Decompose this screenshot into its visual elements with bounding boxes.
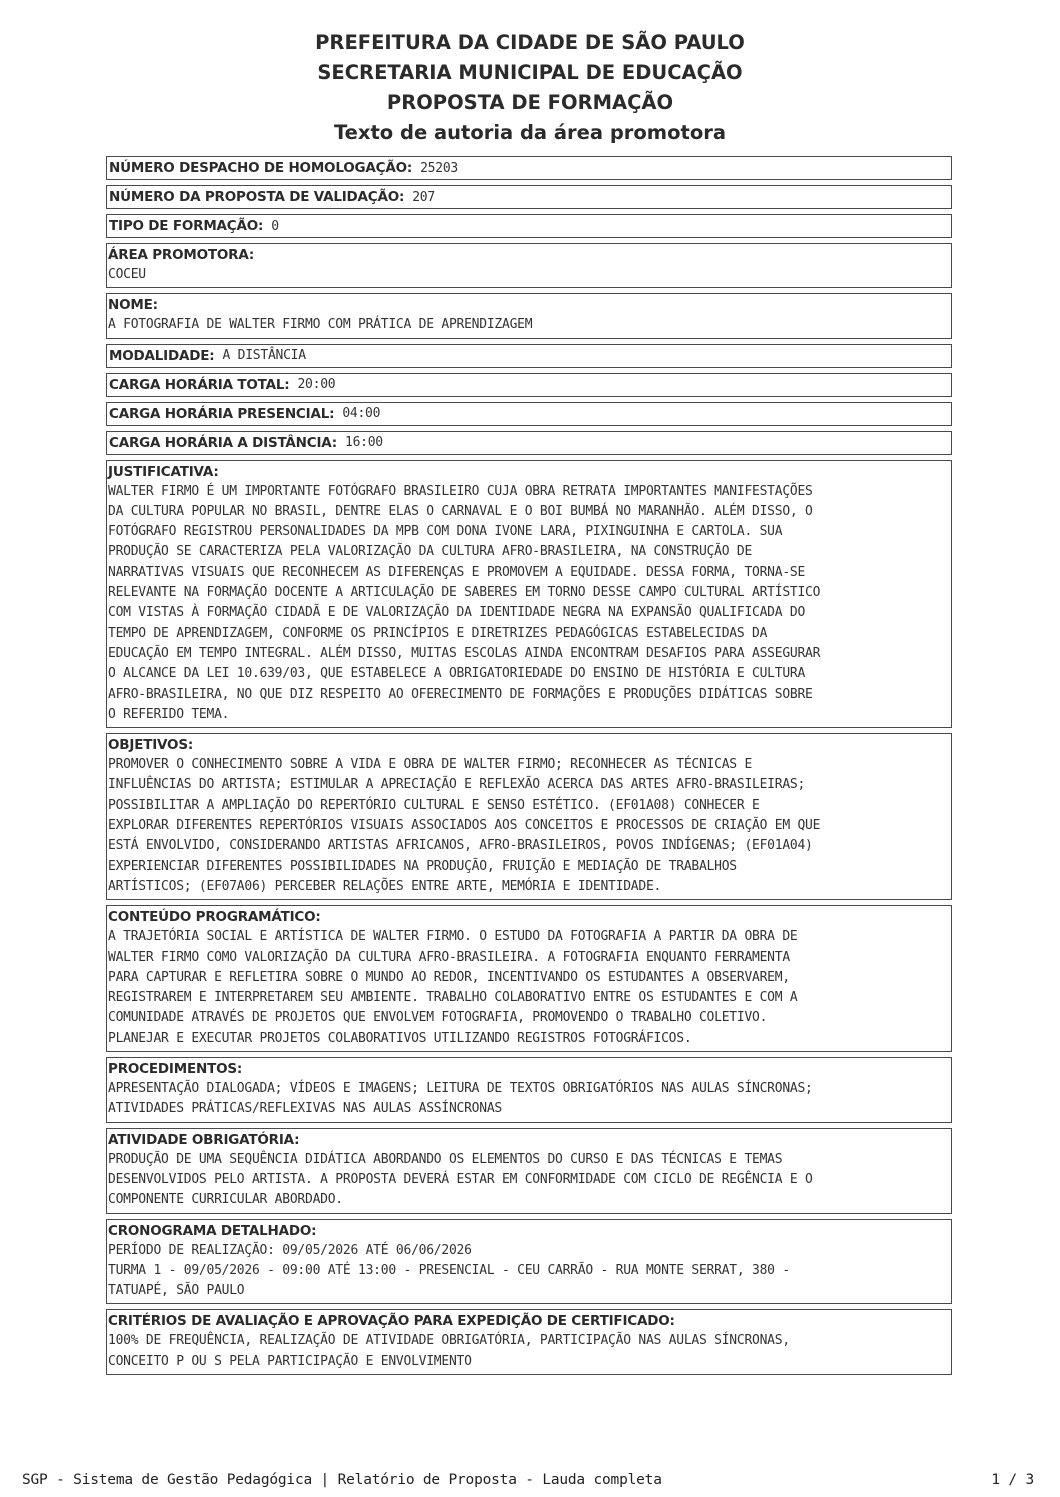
field-label: CARGA HORÁRIA TOTAL: <box>109 376 290 393</box>
field-label: NOME: <box>108 297 158 314</box>
field-value: COCEU <box>108 267 146 282</box>
field-value: PERÍODO DE REALIZAÇÃO: 09/05/2026 ATÉ 06/06/2026 TURMA 1 - 09/05/2026 - 09:00 ATÉ 13:00 - PRESENCIAL - CEU CARRÃO - RUA MONTE SERRAT, 380 - TATUAPÉ, SÃO PAULO <box>108 1242 790 1299</box>
field-carga-distancia <box>106 431 952 455</box>
field-value: 20:00 <box>297 377 336 393</box>
page-number: 1 / 3 <box>991 1472 1034 1488</box>
header-secretaria: SECRETARIA MUNICIPAL DE EDUCAÇÃO <box>317 61 743 84</box>
field-value: A DISTÂNCIA <box>222 348 306 364</box>
field-conteudo-programatico <box>106 905 952 1052</box>
field-value: 16:00 <box>345 435 383 451</box>
field-label: ATIVIDADE OBRIGATÓRIA: <box>108 1131 300 1148</box>
field-label: TIPO DE FORMAÇÃO: <box>109 218 264 234</box>
field-objetivos <box>106 733 952 900</box>
field-carga-total <box>106 373 952 397</box>
field-label: OBJETIVOS: <box>108 737 194 754</box>
document-header <box>0 28 1060 148</box>
footer-title: SGP - Sistema de Gestão Pedagógica | Relatório de Proposta - Lauda completa <box>22 1472 662 1488</box>
field-cronograma <box>106 1219 952 1305</box>
field-label: CARGA HORÁRIA A DISTÂNCIA: <box>109 434 337 451</box>
field-value: 100% DE FREQUÊNCIA, REALIZAÇÃO DE ATIVIDADE OBRIGATÓRIA, PARTICIPAÇÃO NAS AULAS SÍNCRONAS, CONCEITO P OU S PELA PARTICIPAÇÃO E ENVOLVIMENTO <box>108 1333 790 1369</box>
field-label: JUSTIFICATIVA: <box>108 463 219 480</box>
field-criterios <box>106 1309 952 1375</box>
field-value: WALTER FIRMO É UM IMPORTANTE FOTÓGRAFO BRASILEIRO CUJA OBRA RETRATA IMPORTANTES MANIFESTAÇÕES DA CULTURA POPULAR NO BRASIL, DENTRE ELAS O CARNAVAL E O BOI BUMBÁ NO MARANHÃO. ALÉM DISSO, O FOTÓGRAFO REGISTROU PERSONALIDADES DA MPB COM DONA IVONE LARA, PIXINGUINHA E CARTOLA. SUA PRODUÇÃO SE CARACTERIZA PELA VALORIZAÇÃO DA CULTURA AFRO-BRASILEIRA, NA CONSTRUÇÃO DE NARRATIVAS VISUAIS QUE RECONHECEM AS DIFERENÇAS E PROMOVEM A EQUIDADE. DESSA FORMA, TORNA-SE RELEVANTE NA FORMAÇÃO DOCENTE A ARTICULAÇÃO DE SABERES EM TORNO DESSE CAMPO CULTURAL ARTÍSTICO COM VISTAS À FORMAÇÃO CIDADÃ E DE VALORIZAÇÃO DA IDENTIDADE NEGRA NA EXPANSÃO QUALIFICADA DO TEMPO DE APRENDIZAGEM, CONFORME OS PRINCÍPIOS E DIRETRIZES PEDAGÓGICAS ESTABELECIDAS DA EDUCAÇÃO EM TEMPO INTEGRAL. ALÉM DISSO, MUITAS ESCOLAS AINDA ENCONTRAM DESAFIOS PARA ASSEGURAR O ALCANCE DA LEI 10.639/03, QUE ESTABELECE A OBRIGATORIEDADE DO ENSINO DE HISTÓRIA E CULTURA AFRO-BRASILEIRA, NO QUE DIZ RESPEITO AO OFERECIMENTO DE FORMAÇÕES E PRODUÇÕES DIDÁTICAS SOBRE O REFERIDO TEMA. <box>108 483 821 722</box>
field-value: APRESENTAÇÃO DIALOGADA; VÍDEOS E IMAGENS; LEITURA DE TEXTOS OBRIGATÓRIOS NAS AULAS SÍNCRONAS; ATIVIDADES PRÁTICAS/REFLEXIVAS NAS AULAS ASSÍNCRONAS <box>108 1081 813 1117</box>
field-label: CRONOGRAMA DETALHADO: <box>108 1222 317 1239</box>
field-value: PRODUÇÃO DE UMA SEQUÊNCIA DIDÁTICA ABORDANDO OS ELEMENTOS DO CURSO E DAS TÉCNICAS E TEMAS DESENVOLVIDOS PELO ARTISTA. A PROPOSTA DEVERÁ ESTAR EM CONFORMIDADE COM CICLO DE REGÊNCIA E O COMPONENTE CURRICULAR ABORDADO. <box>108 1151 813 1208</box>
header-proposta: PROPOSTA DE FORMAÇÃO <box>386 91 674 114</box>
field-value: A TRAJETÓRIA SOCIAL E ARTÍSTICA DE WALTER FIRMO. O ESTUDO DA FOTOGRAFIA A PARTIR DA OBRA DE WALTER FIRMO COMO VALORIZAÇÃO DA CULTURA AFRO-BRASILEIRA. A FOTOGRAFIA ENQUANTO FERRAMENTA PARA CAPTURAR E REFLETIRA SOBRE O MUNDO AO REDOR, INCENTIVANDO OS ESTUDANTES A OBSERVAREM, REGISTRAREM E INTERPRETAREM SEU AMBIENTE. TRABALHO COLABORATIVO ENTRE OS ESTUDANTES E COM A COMUNIDADE ATRAVÉS DE PROJETOS QUE ENVOLVEM FOTOGRAFIA, PROMOVENDO O TRABALHO COLETIVO. PLANEJAR E EXECUTAR PROJETOS COLABORATIVOS UTILIZANDO REGISTROS FOTOGRÁFICOS. <box>108 929 798 1046</box>
field-label: PROCEDIMENTOS: <box>108 1061 243 1078</box>
field-value: PROMOVER O CONHECIMENTO SOBRE A VIDA E OBRA DE WALTER FIRMO; RECONHECER AS TÉCNICAS E INFLUÊNCIAS DO ARTISTA; ESTIMULAR A APRECIAÇÃO E REFLEXÃO ACERCA DAS ARTES AFRO-BRASILEIRAS; POSSIBILITAR A AMPLIAÇÃO DO REPERTÓRIO CULTURAL E SENSO ESTÉTICO. (EF01A08) CONHECER E EXPLORAR DIFERENTES REPERTÓRIOS VISUAIS ASSOCIADOS AOS CONCEITOS E PROCESSOS DE CRIAÇÃO EM QUE ESTÁ ENVOLVIDO, CONSIDERANDO ARTISTAS AFRICANOS, AFRO-BRASILEIROS, POVOS INDÍGENAS; (EF01A04) EXPERIENCIAR DIFERENTES POSSIBILIDADES NA PRODUÇÃO, FRUIÇÃO E MEDIAÇÃO DE TRABALHOS ARTÍSTICOS; (EF07A06) PERCEBER RELAÇÕES ENTRE ARTE, MEMÓRIA E IDENTIDADE. <box>108 757 821 894</box>
field-proposta <box>106 185 952 209</box>
field-label: CRITÉRIOS DE AVALIAÇÃO E APROVAÇÃO PARA EXPEDIÇÃO DE CERTIFICADO: <box>108 1313 675 1330</box>
field-label: CARGA HORÁRIA PRESENCIAL: <box>109 405 335 422</box>
field-value: A FOTOGRAFIA DE WALTER FIRMO COM PRÁTICA DE APRENDIZAGEM <box>108 317 533 333</box>
field-despacho <box>106 156 952 180</box>
field-label: ÁREA PROMOTORA: <box>108 247 255 263</box>
field-value: 04:00 <box>342 406 381 422</box>
field-atividade-obrigatoria <box>106 1128 952 1214</box>
field-justificativa <box>106 460 952 729</box>
field-tipo <box>106 214 952 238</box>
field-nome <box>106 293 952 338</box>
field-modalidade <box>106 344 952 368</box>
header-prefeitura: PREFEITURA DA CIDADE DE SÃO PAULO <box>315 31 745 54</box>
header-autoria: Texto de autoria da área promotora <box>333 121 727 144</box>
field-procedimentos <box>106 1057 952 1123</box>
form-sections <box>106 156 952 1380</box>
field-value: 25203 <box>420 160 458 176</box>
field-value: 207 <box>412 189 435 205</box>
field-label: NÚMERO DA PROPOSTA DE VALIDAÇÃO: <box>109 189 405 205</box>
page-footer <box>22 1472 1034 1488</box>
field-value: 0 <box>271 218 279 234</box>
field-label: MODALIDADE: <box>109 347 215 364</box>
field-carga-presencial <box>106 402 952 426</box>
field-area-promotora <box>106 243 952 288</box>
field-label: NÚMERO DESPACHO DE HOMOLOGAÇÃO: <box>109 160 413 176</box>
field-label: CONTEÚDO PROGRAMÁTICO: <box>108 909 321 926</box>
